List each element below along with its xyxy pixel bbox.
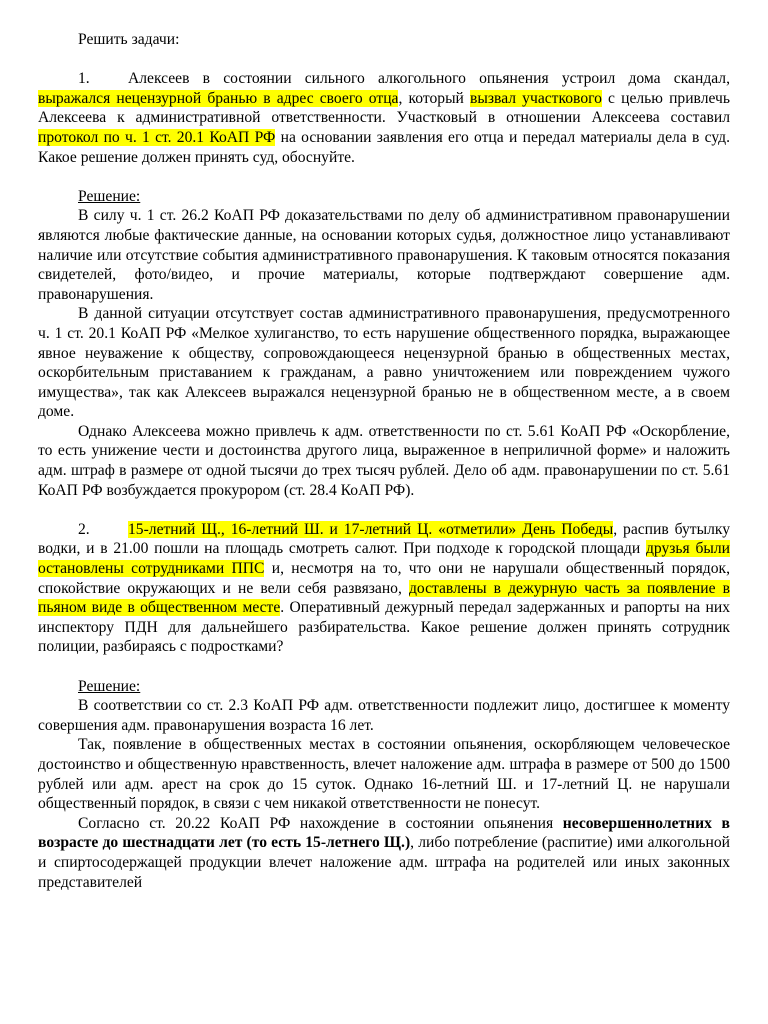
task-1-text: с целью привлечь Алексеева к административной ответственности. Участковый в отношении Алексеева составил xyxy=(38,89,730,127)
task-2-text: . Оперативный дежурный передал задержанных и рапорты на них инспектору ПДН для дальнейшего разбирательства. Какое решение должен принять сотрудник полиции, разбираясь с подростками? xyxy=(38,599,731,656)
spacer xyxy=(38,500,730,520)
task-1-highlight-2: вызвал участкового xyxy=(470,89,602,107)
task-2-highlight-1: 15-летний Щ., 16-летний Ш. и 17-летний Ц. «отметили» День Победы xyxy=(128,520,614,538)
solution-2-text: Согласно ст. 20.22 КоАП РФ нахождение в состоянии опьянения xyxy=(78,814,563,832)
solution-2-bold-text: несовершеннолетних в возрасте до шестнадцати лет (то есть 15-летнего Щ.) xyxy=(38,814,730,852)
task-2-text: , распив бутылку водки, и в 21.00 пошли на площадь смотреть салют. При подходе к городской площади xyxy=(38,520,731,558)
spacer xyxy=(38,50,730,70)
task-1-highlight-1: выражался нецензурной бранью в адрес своего отца xyxy=(38,89,399,107)
task-1-text: Алексеев в состоянии сильного алкогольного опьянения устроил дома скандал, xyxy=(128,70,730,88)
task-1-text: на основании заявления его отца и передал материалы дела в суд. Какое решение должен принять суд, обоснуйте. xyxy=(38,128,731,166)
task-2 xyxy=(38,520,730,657)
task-2-highlight-2: друзья были остановлены сотрудниками ППС xyxy=(38,540,730,578)
solution-2-heading: Решение: xyxy=(78,677,141,695)
solution-1-paragraph-3: Однако Алексеева можно привлечь к адм. ответственности по ст. 5.61 КоАП РФ «Оскорбление, то есть унижение чести и достоинства другого лица, выраженное в неприличной форме» и наложить адм. штраф в размере от одной тысячи до трех тысяч рублей. Дело об адм. правонарушении по ст. 5.61 КоАП РФ возбуждается прокурором (ст. 28.4 КоАП РФ). xyxy=(38,422,730,499)
solution-2-paragraph-2: Так, появление в общественных местах в состоянии опьянения, оскорбляющем человеческое достоинство и общественную нравственность, влечет наложение адм. штрафа в размере от 500 до 1500 рублей или адм. арест на срок до 15 суток. Однако 16-летний Ш. и 17-летний Ц. не нарушали общественный порядок, в связи с чем никакой ответственности не понесут. xyxy=(38,736,730,813)
page-title: Решить задачи: xyxy=(78,31,180,48)
solution-2-text: , либо потребление (распитие) ими алкогольной и спиртосодержащей продукции влечет наложение адм. штрафа на родителей или иных законных представителей xyxy=(38,834,730,891)
document-page xyxy=(38,30,730,892)
task-1-text: , который xyxy=(398,89,471,107)
spacer xyxy=(38,167,730,187)
task-1-number: 1. xyxy=(78,70,90,88)
task-1 xyxy=(38,69,730,167)
spacer xyxy=(38,657,730,677)
solution-1-heading: Решение: xyxy=(78,187,141,205)
task-2-text: и, несмотря на то, что они не нарушали общественный порядок, спокойствие окружающих и не вели себя развязано, xyxy=(38,560,730,597)
solution-1-paragraph-2: В данной ситуации отсутствует состав административного правонарушения, предусмотренного ч. 1 ст. 20.1 КоАП РФ «Мелкое хулиганство, то есть нарушение общественного порядка, выражающее явное неуважение к обществу, сопровождающееся нецензурной бранью в общественных местах, оскорбительным приставанием к гражданам, а равно уничтожением или повреждением чужого имущества», так как Алексеев выражался нецензурной бранью не в общественном месте, а в своем доме. xyxy=(38,305,730,421)
solution-2-paragraph-1: В соответствии со ст. 2.3 КоАП РФ адм. ответственности подлежит лицо, достигшее к моменту совершения адм. правонарушения возраста 16 лет. xyxy=(38,697,730,734)
solution-1-paragraph-1: В силу ч. 1 ст. 26.2 КоАП РФ доказательствами по делу об административном правонарушении являются любые фактические данные, на основании которых судья, должностное лицо устанавливают наличие или отсутствие события административного правонарушения. К таковым относятся показания свидетелей, фото/видео, и прочие материалы, которые подтверждают совершение адм. правонарушения. xyxy=(38,207,730,303)
task-2-number: 2. xyxy=(78,520,90,538)
solution-2-paragraph-3 xyxy=(38,814,730,892)
task-2-highlight-3: доставлены в дежурную часть за появление в пьяном виде в общественном месте xyxy=(38,579,730,617)
task-1-highlight-3: протокол по ч. 1 ст. 20.1 КоАП РФ xyxy=(38,128,276,146)
